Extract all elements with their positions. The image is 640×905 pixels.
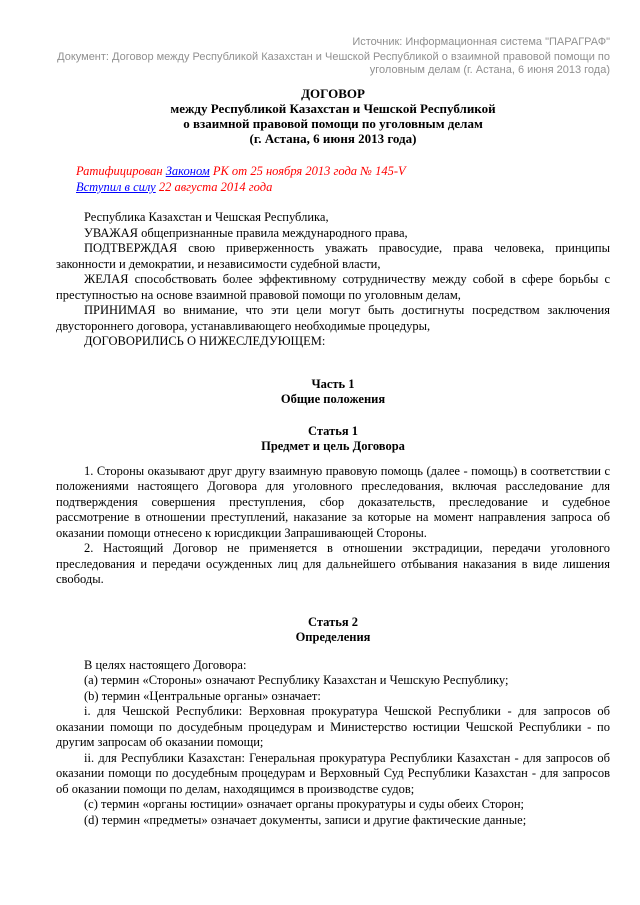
ratification-note (56, 163, 610, 195)
paragraph: УВАЖАЯ общепризнанные правила международного права, (84, 225, 408, 240)
article-1-heading (56, 424, 610, 455)
document-body (56, 210, 610, 828)
source-line: Источник: Информационная система "ПАРАГРАФ" (352, 36, 610, 48)
article-2-body (56, 658, 610, 829)
paragraph: (b) термин «Центральные органы» означает: (84, 688, 321, 703)
entered-into-force-line (76, 179, 610, 195)
title-line: между Республикой Казахстан и Чешской Республикой (170, 101, 496, 116)
paragraph: 2. Настоящий Договор не применяется в отношении экстрадиции, передачи уголовного преследования и передачи осужденных лиц для дальнейшего отбывания наказания в виде лишения свободы. (56, 541, 610, 586)
article-heading-line: Определения (295, 630, 371, 644)
part-heading-line: Часть 1 (311, 376, 355, 391)
paragraph: (d) термин «предметы» означает документы, записи и другие фактические данные; (84, 812, 527, 827)
ratified-line (76, 163, 610, 179)
paragraph: (c) термин «органы юстиции» означает органы прокуратуры и суды обеих Сторон; (84, 797, 525, 811)
ratified-prefix: Ратифицирован (76, 164, 166, 178)
part-1-heading (56, 377, 610, 408)
article-2-heading (56, 615, 610, 646)
paragraph: (a) термин «Стороны» означают Республику Казахстан и Чешскую Республику; (84, 673, 509, 687)
paragraph: В целях настоящего Договора: (84, 657, 247, 672)
paragraph: Республика Казахстан и Чешская Республика, (84, 210, 329, 224)
paragraph: ПРИНИМАЯ во внимание, что эти цели могут быть достигнуты посредством заключения двустороннего договора, устанавливающего необходимые процедуры, (56, 303, 610, 333)
ratified-suffix: РК от 25 ноября 2013 года № 145-V (209, 164, 406, 178)
article-heading-line: Предмет и цель Договора (261, 439, 405, 453)
part-heading-line: Общие положения (280, 392, 386, 406)
document-description-line: Документ: Договор между Республикой Казахстан и Чешской Республикой о взаимной правовой помощи по уголовным делам (г. Астана, 6 июня 2013 года) (57, 51, 610, 76)
article-heading-line: Статья 2 (308, 614, 358, 629)
law-link[interactable]: Законом (165, 164, 210, 178)
title-line: ДОГОВОР (301, 86, 365, 101)
paragraph: ЖЕЛАЯ способствовать более эффективному сотрудничеству между собой в сфере борьбы с преступностью на основе взаимной правовой помощи по уголовным делам, (56, 272, 610, 302)
paragraph: i. для Чешской Республики: Верховная прокуратура Чешской Республики - для запросов об оказании помощи по досудебным процедурам и Министерство юстиции Чешской Республики - по другим запросам об оказании помощи; (56, 704, 610, 749)
paragraph: ДОГОВОРИЛИСЬ О НИЖЕСЛЕДУЮЩЕМ: (84, 334, 326, 348)
article-1-body (56, 464, 610, 588)
document-header (56, 36, 610, 77)
title-line: (г. Астана, 6 июня 2013 года) (249, 131, 417, 146)
paragraph: ПОДТВЕРЖДАЯ свою приверженность уважать правосудие, права человека, принципы законности и демократии, и независимости судебной власти, (56, 241, 610, 271)
article-heading-line: Статья 1 (308, 423, 358, 438)
paragraph: 1. Стороны оказывают друг другу взаимную правовую помощь (далее - помощь) в соответствии с положениями настоящего Договора для уголовного преследования, включая расследование для подтверждения совершения преступления, сбор доказательств, преследование и судебное рассмотрение в отношении преступлений, наказание за которые на момент направления запроса об оказании помощи отнесено к юрисдикции Запрашивающей Стороны. (56, 463, 610, 540)
paragraph: ii. для Республики Казахстан: Генеральная прокуратура Республики Казахстан - для запросов об оказании помощи по досудебным процедурам и Верховный Суд Республики Казахстан - для запросов об оказании помощи по делам, находящимся в производстве судов; (56, 750, 610, 796)
preamble (56, 210, 610, 350)
force-suffix: 22 августа 2014 года (155, 180, 273, 194)
title-line: о взаимной правовой помощи по уголовным делам (183, 116, 483, 131)
document-title (56, 86, 610, 146)
entered-into-force-link[interactable]: Вступил в силу (76, 180, 156, 194)
